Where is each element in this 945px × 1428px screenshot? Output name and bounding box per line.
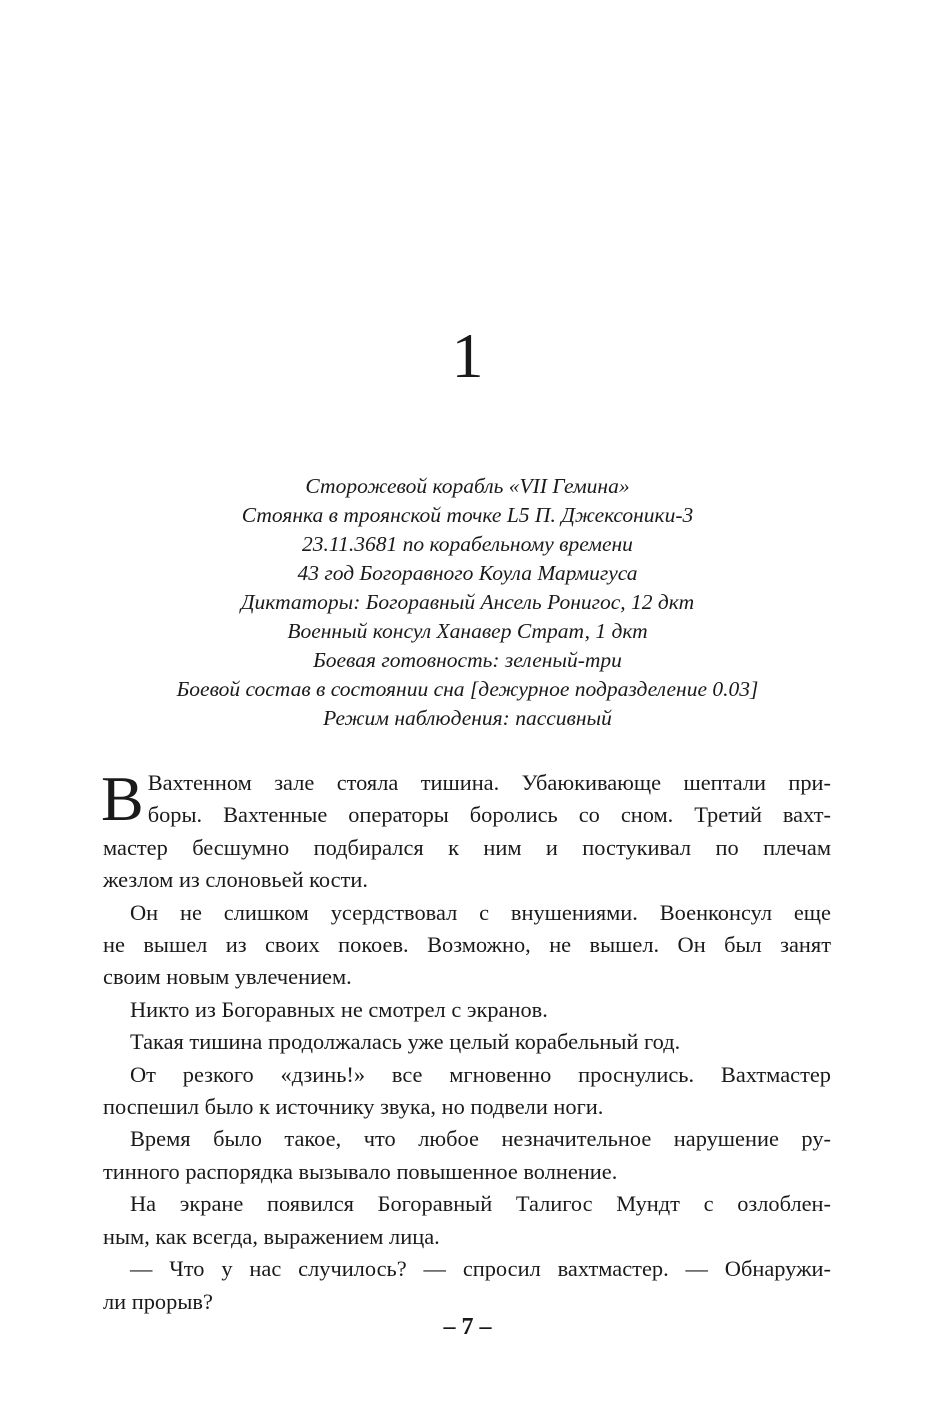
body-text xyxy=(101,763,831,1318)
text-line: мастер бесшумно подбирался к ним и постукивал по плечам xyxy=(103,834,831,860)
paragraph-4 xyxy=(103,1026,831,1058)
text-line: Такая тишина продолжалась уже целый корабельный год. xyxy=(130,1029,681,1055)
epigraph-line: Стоянка в троянской точке L5 П. Джексоники-3 xyxy=(241,503,694,527)
paragraph-6 xyxy=(103,1123,831,1188)
text-line: тинного распорядка вызывало повышенное волнение. xyxy=(103,1158,618,1184)
text-line: ли прорыв? xyxy=(103,1288,213,1314)
text-line: Время было такое, что любое незначительное нарушение ру- xyxy=(130,1126,831,1152)
text-line: жезлом из слоновьей кости. xyxy=(103,867,368,893)
text-line: не вышел из своих покоев. Возможно, не вышел. Он был занят xyxy=(103,932,831,958)
epigraph-line: 23.11.3681 по корабельному времени xyxy=(302,532,633,556)
paragraph-1 xyxy=(101,763,831,897)
paragraph-3 xyxy=(103,994,831,1026)
text-line: Вахтенном зале стояла тишина. Убаюкивающе шептали при- xyxy=(147,770,831,795)
epigraph-line: Режим наблюдения: пассивный xyxy=(323,706,612,730)
text-line: — Что у нас случилось? — спросил вахтмастер. — Обнаружи- xyxy=(130,1256,831,1282)
paragraph-7 xyxy=(103,1188,831,1253)
epigraph-line: Военный консул Ханавер Страт, 1 дкт xyxy=(287,619,648,643)
chapter-number: 1 xyxy=(451,320,484,391)
text-line: На экране появился Богоравный Талигос Мундт с озлоблен- xyxy=(130,1191,831,1217)
text-line: ным, как всегда, выражением лица. xyxy=(103,1223,440,1249)
text-line: От резкого «дзинь!» все мгновенно проснулись. Вахтмастер xyxy=(130,1061,831,1087)
epigraph-line: Диктаторы: Богоравный Ансель Ронигос, 12 дкт xyxy=(240,590,695,614)
paragraph-2 xyxy=(103,897,831,994)
epigraph-line: Сторожевой корабль «VII Гемина» xyxy=(305,474,630,498)
text-line: Он не слишком усердствовал с внушениями. Военконсул еще xyxy=(130,899,831,925)
drop-cap: В xyxy=(101,763,144,834)
paragraph-5 xyxy=(103,1059,831,1124)
page-number: – 7 – xyxy=(443,1314,492,1340)
text-line: боры. Вахтенные операторы боролись со сном. Третий вахт- xyxy=(147,802,831,828)
text-line: своим новым увлечением. xyxy=(103,964,352,990)
paragraph-8 xyxy=(103,1253,831,1318)
text-line: поспешил было к источнику звука, но подвели ноги. xyxy=(103,1094,604,1120)
chapter-epigraph xyxy=(100,472,835,733)
epigraph-line: 43 год Богоравного Коула Мармигуса xyxy=(297,561,638,585)
epigraph-line: Боевой состав в состоянии сна [дежурное подразделение 0.03] xyxy=(176,677,759,701)
epigraph-line: Боевая готовность: зеленый-три xyxy=(313,648,622,672)
text-line: Никто из Богоравных не смотрел с экранов. xyxy=(130,996,548,1022)
